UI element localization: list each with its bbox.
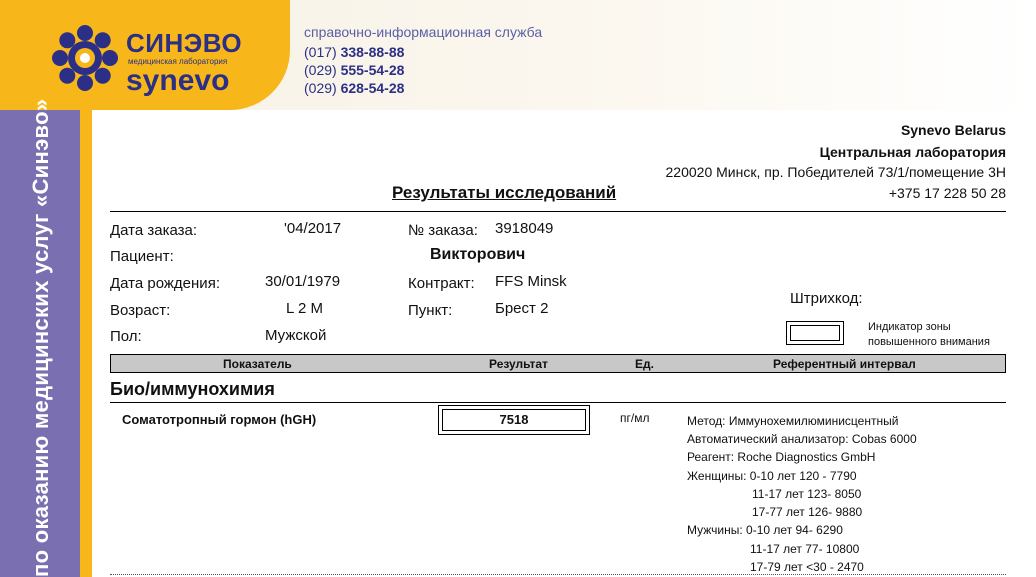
sex-value: Мужской <box>265 327 327 344</box>
lab-company: Synevo Belarus <box>900 122 1006 138</box>
synevo-logo-icon <box>52 25 118 91</box>
brand-name-en: synevo <box>126 64 230 97</box>
age-value: L 2 M <box>286 300 323 317</box>
indicator-label-1: Индикатор зоны <box>868 321 951 333</box>
attention-indicator-box <box>786 321 844 345</box>
order-date-label: Дата заказа: <box>110 222 198 239</box>
lab-phone: +375 17 228 50 28 <box>888 185 1006 201</box>
patient-value: Викторович <box>430 246 526 263</box>
contract-value: FFS Minsk <box>495 273 567 290</box>
ref-men-row: 11-17 лет 77- 10800 <box>750 542 860 556</box>
point-label: Пункт: <box>408 302 453 319</box>
side-stripe <box>80 110 92 577</box>
barcode-label: Штрихкод: <box>790 290 863 307</box>
section-divider <box>110 402 1006 403</box>
test-name: Соматотропный гормон (hGH) <box>122 412 317 427</box>
ref-men-row: 17-79 лет <30 - 2470 <box>750 560 864 574</box>
col-reference: Референтный интервал <box>773 357 916 371</box>
lab-name: Центральная лаборатория <box>819 144 1006 160</box>
ref-analyzer: Автоматический анализатор: Cobas 6000 <box>687 432 917 446</box>
order-number-label: № заказа: <box>408 222 478 239</box>
results-table-header <box>110 354 1006 373</box>
col-result: Результат <box>489 357 548 371</box>
report-header <box>0 0 1036 110</box>
age-label: Возраст: <box>110 302 171 319</box>
ref-women-row: 17-77 лет 126- 9880 <box>752 505 863 519</box>
order-number-value: 3918049 <box>495 220 554 237</box>
point-value: Брест 2 <box>495 300 549 317</box>
brand-subtitle: медицинская лаборатория <box>128 57 228 66</box>
bottom-dotted-divider <box>110 574 1006 575</box>
brand-name-ru: СИНЭВО <box>126 28 243 58</box>
phone-3: (029) 628-54-28 <box>304 80 405 96</box>
title-divider <box>110 211 1006 212</box>
side-slogan: по оказанию медицинских услуг «Синэво» <box>28 98 53 577</box>
contract-label: Контракт: <box>408 275 475 292</box>
ref-women-row: Женщины: 0-10 лет 120 - 7790 <box>687 469 857 483</box>
result-value: 7518 <box>499 412 529 427</box>
service-label: справочно-информационная служба <box>304 24 543 40</box>
indicator-label-2: повышенного внимания <box>868 336 990 348</box>
col-unit: Ед. <box>635 357 654 371</box>
col-indicator: Показатель <box>223 357 292 371</box>
patient-label: Пациент: <box>110 248 174 265</box>
birth-date-label: Дата рождения: <box>110 275 220 292</box>
ref-method: Метод: Иммунохемилюминисцентный <box>687 414 899 428</box>
page-title: Результаты исследований <box>392 183 617 202</box>
order-date-value: '04/2017 <box>284 220 342 237</box>
ref-women-row: 11-17 лет 123- 8050 <box>752 487 862 501</box>
lab-address: 220020 Минск, пр. Победителей 73/1/помещение 3Н <box>665 164 1006 180</box>
sex-label: Пол: <box>110 328 142 345</box>
birth-date-value: 30/01/1979 <box>265 273 341 290</box>
ref-men-row: Мужчины: 0-10 лет 94- 6290 <box>687 523 843 537</box>
logo-panel <box>0 0 290 110</box>
section-title: Био/иммунохимия <box>110 379 275 399</box>
phone-2: (029) 555-54-28 <box>304 62 405 78</box>
result-unit: пг/мл <box>620 411 650 425</box>
ref-reagent: Реагент: Roche Diagnostics GmbH <box>687 450 876 464</box>
phone-1: (017) 338-88-88 <box>304 44 405 60</box>
